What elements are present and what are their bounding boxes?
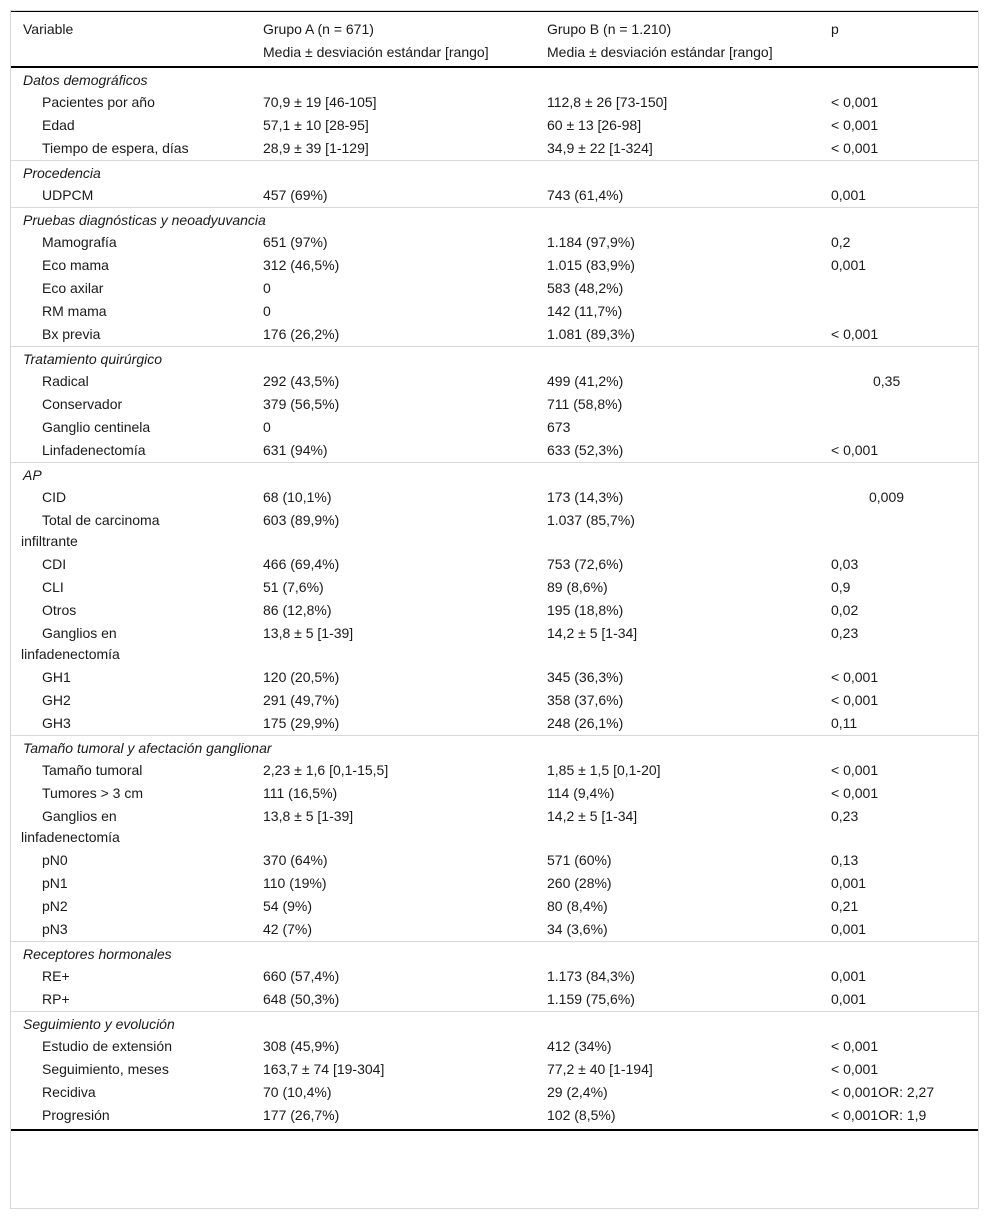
- cell-group-b: 14,2 ± 5 [1-34]: [547, 808, 638, 824]
- section-row: [11, 942, 978, 966]
- cell-group-b: 583 (48,2%): [547, 280, 624, 296]
- cell-group-b: 1.037 (85,7%): [547, 512, 635, 528]
- section-title: AP: [11, 463, 978, 487]
- table-row: [11, 622, 978, 666]
- cell-group-a: 177 (26,7%): [263, 1104, 547, 1130]
- table-row: [11, 872, 978, 895]
- table-row: [11, 988, 978, 1012]
- cell-group-b: 34 (3,6%): [547, 921, 608, 937]
- subheader-row: [11, 39, 978, 67]
- table-row: [11, 137, 978, 161]
- table-frame: [10, 10, 979, 1209]
- section-title: Datos demográficos: [23, 72, 148, 88]
- cell-p-value: 0,11: [831, 715, 858, 731]
- table-header: [11, 12, 978, 68]
- table-row: [11, 576, 978, 599]
- cell-group-a: 291 (49,7%): [263, 692, 340, 708]
- cell-group-b: 499 (41,2%): [547, 373, 624, 389]
- header-group-a: Grupo A (n = 671): [263, 12, 547, 40]
- cell-group-b: 142 (11,7%): [547, 303, 623, 319]
- table-row: [11, 895, 978, 918]
- table-row: [11, 91, 978, 114]
- cell-p-value: 0,35: [873, 373, 901, 389]
- table-row: [11, 393, 978, 416]
- row-label: Mamografía: [42, 234, 117, 250]
- row-label: Seguimiento, meses: [42, 1061, 169, 1077]
- header-group-b: Grupo B (n = 1.210): [547, 12, 831, 40]
- table-row: [11, 782, 978, 805]
- table-row: [11, 254, 978, 277]
- cell-p-value: < 0,001: [831, 785, 879, 801]
- table-row: [11, 231, 978, 254]
- cell-p-value: 0,001: [831, 991, 867, 1007]
- table-row: [11, 370, 978, 393]
- cell-group-a: 42 (7%): [263, 921, 313, 937]
- cell-group-a: 603 (89,9%): [263, 512, 340, 528]
- table-row: [11, 1081, 978, 1104]
- table-row: [11, 666, 978, 689]
- section-row: [11, 1012, 978, 1036]
- header-row: [11, 12, 978, 40]
- table-row: [11, 184, 978, 208]
- cell-group-a: 111 (16,5%): [263, 785, 338, 801]
- section-row: [11, 67, 978, 91]
- row-label: Total de carcinoma infiltrante: [21, 512, 160, 549]
- cell-p-value: < 0,001: [831, 762, 879, 778]
- table-row: [11, 689, 978, 712]
- cell-p-value: 0,03: [831, 556, 859, 572]
- section-row: [11, 463, 978, 487]
- table-row: [11, 599, 978, 622]
- cell-group-a: 2,23 ± 1,6 [0,1-15,5]: [263, 762, 389, 778]
- subheader-empty: [11, 39, 263, 67]
- section-title: Tamaño tumoral y afectación ganglionar: [11, 736, 978, 760]
- cell-group-a: 457 (69%): [263, 187, 328, 203]
- row-label: pN0: [42, 852, 68, 868]
- row-label: Recidiva: [42, 1084, 96, 1100]
- table-body: [11, 67, 978, 1130]
- row-label: Ganglios en linfadenectomía: [21, 808, 120, 845]
- table-row: [11, 1035, 978, 1058]
- cell-p-value: 0,001: [831, 187, 867, 203]
- cell-group-b: 195 (18,8%): [547, 602, 624, 618]
- table-row: [11, 805, 978, 849]
- cell-p-value: [831, 509, 978, 553]
- row-label: Eco mama: [42, 257, 109, 273]
- cell-group-a: 120 (20,5%): [263, 669, 340, 685]
- cell-group-b: 102 (8,5%): [547, 1104, 831, 1130]
- section-title: Tratamiento quirúrgico: [11, 347, 978, 371]
- cell-group-a: 13,8 ± 5 [1-39]: [263, 808, 354, 824]
- cell-group-a: 312 (46,5%): [263, 257, 340, 273]
- cell-p-value: 0,23: [831, 625, 859, 641]
- cell-group-a: 163,7 ± 74 [19-304]: [263, 1061, 385, 1077]
- table-row: [11, 439, 978, 463]
- section-title: Receptores hormonales: [11, 942, 978, 966]
- cell-group-b: 248 (26,1%): [547, 715, 624, 731]
- cell-group-b: 260 (28%): [547, 875, 612, 891]
- table-row: [11, 114, 978, 137]
- cell-group-a: 651 (97%): [263, 234, 328, 250]
- table-row: [11, 553, 978, 576]
- cell-p-value: < 0,001OR: 2,27: [831, 1084, 935, 1100]
- cell-group-a: 176 (26,2%): [263, 326, 340, 342]
- cell-p-value: < 0,001: [831, 140, 879, 156]
- section-row: [11, 208, 978, 232]
- data-table: [11, 11, 978, 1131]
- row-label: CID: [42, 489, 67, 505]
- row-label: CDI: [42, 556, 67, 572]
- table-row: [11, 323, 978, 347]
- cell-p-value: 0,2: [831, 234, 851, 250]
- cell-group-b: 345 (36,3%): [547, 669, 624, 685]
- cell-p-value: 0,02: [831, 602, 859, 618]
- row-label: GH2: [42, 692, 71, 708]
- cell-group-b: 112,8 ± 26 [73-150]: [547, 94, 668, 110]
- row-label: Tumores > 3 cm: [42, 785, 144, 801]
- table-row: [11, 918, 978, 942]
- cell-group-a: 0: [263, 303, 271, 319]
- table-row: [11, 486, 978, 509]
- cell-group-b: 358 (37,6%): [547, 692, 624, 708]
- cell-group-a: 631 (94%): [263, 442, 328, 458]
- cell-group-b: 1,85 ± 1,5 [0,1-20]: [547, 762, 661, 778]
- cell-group-a: 660 (57,4%): [263, 968, 340, 984]
- cell-group-b: 753 (72,6%): [547, 556, 624, 572]
- cell-group-a: 13,8 ± 5 [1-39]: [263, 625, 354, 641]
- subheader-p-empty: [831, 39, 978, 67]
- row-label: Edad: [42, 117, 75, 133]
- table-row: [11, 277, 978, 300]
- table-row: [11, 849, 978, 872]
- row-label: RP+: [42, 991, 70, 1007]
- header-variable: Variable: [11, 12, 263, 40]
- cell-p-value: < 0,001: [831, 669, 879, 685]
- cell-p-value: < 0,001: [831, 442, 879, 458]
- cell-group-a: 68 (10,1%): [263, 489, 332, 505]
- cell-group-a: 70 (10,4%): [263, 1084, 332, 1100]
- subheader-group-b: Media ± desviación estándar [rango]: [547, 39, 831, 67]
- cell-group-b: 29 (2,4%): [547, 1084, 608, 1100]
- cell-p-value: 0,001: [831, 921, 867, 937]
- cell-p-value: < 0,001: [831, 692, 879, 708]
- cell-p-value: [831, 416, 978, 439]
- cell-group-a: 57,1 ± 10 [28-95]: [263, 117, 369, 133]
- cell-p-value: 0,13: [831, 852, 859, 868]
- table-row: [11, 1104, 978, 1130]
- row-label: Bx previa: [42, 326, 101, 342]
- row-label: UDPCM: [42, 187, 94, 203]
- cell-group-a: 466 (69,4%): [263, 556, 340, 572]
- cell-group-b: 173 (14,3%): [547, 489, 624, 505]
- cell-group-b: 1.159 (75,6%): [547, 991, 635, 1007]
- row-label: Eco axilar: [42, 280, 104, 296]
- cell-group-b: 34,9 ± 22 [1-324]: [547, 140, 653, 156]
- cell-group-a: 28,9 ± 39 [1-129]: [263, 140, 369, 156]
- cell-group-a: 110 (19%): [263, 875, 327, 891]
- row-label: Tiempo de espera, días: [42, 140, 189, 156]
- row-label: Ganglios en linfadenectomía: [21, 625, 120, 662]
- table-row: [11, 712, 978, 736]
- cell-group-b: 1.173 (84,3%): [547, 968, 635, 984]
- row-label: GH3: [42, 715, 71, 731]
- cell-group-a: 0: [263, 280, 271, 296]
- subheader-group-a: Media ± desviación estándar [rango]: [263, 39, 547, 67]
- cell-p-value: [831, 393, 978, 416]
- table-row: [11, 965, 978, 988]
- cell-group-a: 648 (50,3%): [263, 991, 340, 1007]
- row-label: Ganglio centinela: [42, 419, 151, 435]
- cell-p-value: < 0,001: [831, 1061, 879, 1077]
- cell-group-b: 1.015 (83,9%): [547, 257, 635, 273]
- table-row: [11, 1058, 978, 1081]
- row-label: pN2: [42, 898, 68, 914]
- section-row: [11, 736, 978, 760]
- cell-group-b: 571 (60%): [547, 852, 612, 868]
- header-p: p: [831, 12, 978, 40]
- cell-group-b: 711 (58,8%): [547, 396, 623, 412]
- cell-group-a: 86 (12,8%): [263, 602, 332, 618]
- cell-group-a: 0: [263, 419, 271, 435]
- row-label: Estudio de extensión: [42, 1038, 172, 1054]
- cell-group-a: 70,9 ± 19 [46-105]: [263, 94, 377, 110]
- cell-group-a: 54 (9%): [263, 898, 313, 914]
- cell-group-b: 114 (9,4%): [547, 785, 615, 801]
- cell-p-value: 0,23: [831, 808, 859, 824]
- cell-group-b: 80 (8,4%): [547, 898, 608, 914]
- cell-group-b: 412 (34%): [547, 1038, 612, 1054]
- section-title: Seguimiento y evolución: [11, 1012, 978, 1036]
- row-label: RM mama: [42, 303, 107, 319]
- cell-group-b: 89 (8,6%): [547, 579, 608, 595]
- cell-group-b: 673: [547, 419, 571, 435]
- row-label: Otros: [42, 602, 77, 618]
- section-title: Pruebas diagnósticas y neoadyuvancia: [11, 208, 978, 232]
- cell-p-value: [831, 300, 978, 323]
- row-label: Pacientes por año: [42, 94, 155, 110]
- cell-group-a: 292 (43,5%): [263, 373, 340, 389]
- row-label: Radical: [42, 373, 89, 389]
- cell-group-b: 743 (61,4%): [547, 187, 624, 203]
- cell-p-value: < 0,001OR: 1,9: [831, 1104, 978, 1130]
- cell-p-value: < 0,001: [831, 117, 879, 133]
- table-row: [11, 759, 978, 782]
- cell-group-a: 51 (7,6%): [263, 579, 324, 595]
- cell-group-a: 308 (45,9%): [263, 1038, 340, 1054]
- table-row: [11, 509, 978, 553]
- row-label: GH1: [42, 669, 71, 685]
- cell-p-value: [831, 277, 978, 300]
- table-row: [11, 300, 978, 323]
- row-label: RE+: [42, 968, 70, 984]
- cell-group-b: 14,2 ± 5 [1-34]: [547, 625, 638, 641]
- cell-p-value: 0,001: [831, 968, 867, 984]
- cell-p-value: < 0,001: [831, 1038, 879, 1054]
- row-label: Linfadenectomía: [42, 442, 146, 458]
- cell-p-value: < 0,001: [831, 326, 879, 342]
- cell-group-a: 370 (64%): [263, 852, 328, 868]
- cell-group-a: 379 (56,5%): [263, 396, 340, 412]
- row-label: pN3: [42, 921, 68, 937]
- cell-p-value: 0,21: [831, 898, 859, 914]
- section-row: [11, 347, 978, 371]
- cell-p-value: < 0,001: [831, 94, 879, 110]
- cell-group-b: 1.081 (89,3%): [547, 326, 635, 342]
- row-label: CLI: [42, 579, 64, 595]
- row-label: pN1: [42, 875, 68, 891]
- cell-p-value: 0,9: [831, 579, 851, 595]
- cell-group-b: 77,2 ± 40 [1-194]: [547, 1061, 653, 1077]
- row-label: Progresión: [11, 1104, 263, 1130]
- cell-group-b: 633 (52,3%): [547, 442, 624, 458]
- cell-group-a: 175 (29,9%): [263, 715, 340, 731]
- cell-p-value: 0,009: [869, 489, 905, 505]
- section-title: Procedencia: [11, 161, 978, 185]
- cell-group-b: 60 ± 13 [26-98]: [547, 117, 642, 133]
- section-row: [11, 161, 978, 185]
- table-row: [11, 416, 978, 439]
- cell-p-value: 0,001: [831, 257, 867, 273]
- row-label: Conservador: [42, 396, 123, 412]
- cell-group-b: 1.184 (97,9%): [547, 234, 635, 250]
- cell-p-value: 0,001: [831, 875, 867, 891]
- row-label: Tamaño tumoral: [42, 762, 143, 778]
